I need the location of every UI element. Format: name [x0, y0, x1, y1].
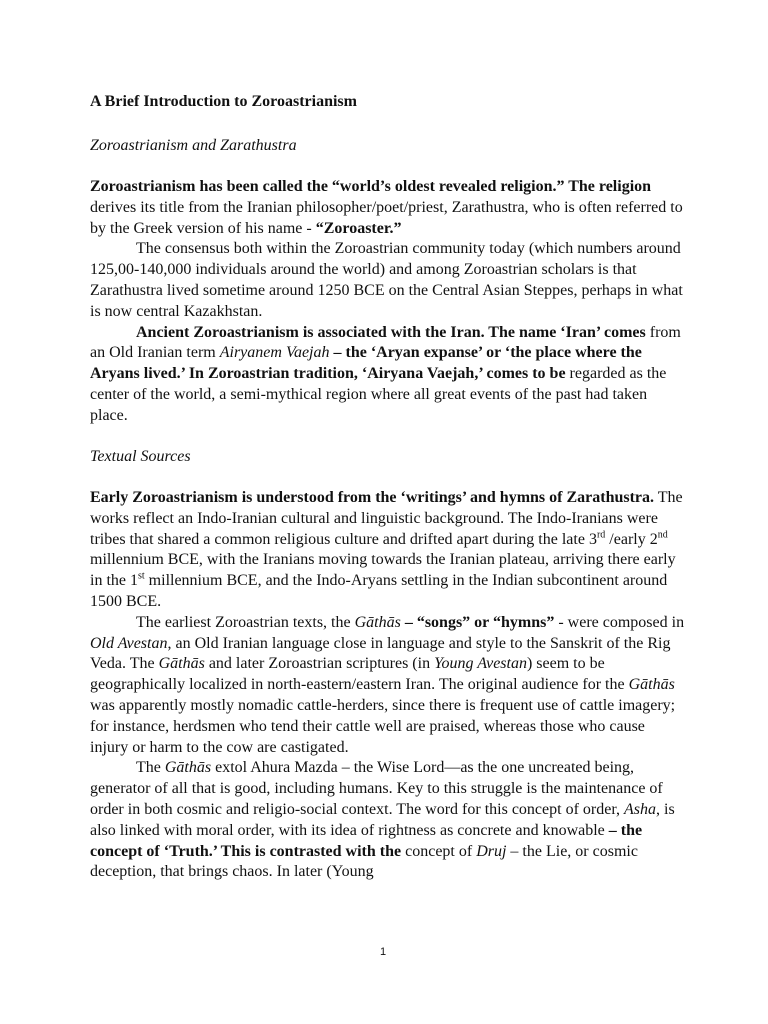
- bold-text: – “songs” or “hymns”: [400, 613, 555, 631]
- paragraph: [90, 177, 686, 239]
- body-text: /early 2: [605, 530, 658, 548]
- body-text: - were composed in: [554, 613, 685, 631]
- italic-text: Gāthās: [164, 759, 212, 777]
- body-text: and later Zoroastrian scriptures (in: [204, 655, 435, 673]
- body-text: , is also linked with moral order, with its idea of rightness as concrete and knowable: [90, 800, 675, 839]
- section-heading-zarathustra: Zoroastrianism and Zarathustra: [90, 137, 297, 154]
- bold-text: Ancient Zoroastrianism is associated with the Iran. The name ‘Iran’ comes: [136, 323, 646, 341]
- bold-text: Zoroastrianism has been called the “world’s oldest revealed religion.” The religion: [90, 178, 652, 195]
- document-title: A Brief Introduction to Zoroastrianism: [90, 93, 357, 110]
- paragraph: [90, 758, 686, 883]
- superscript: st: [138, 570, 145, 582]
- superscript: nd: [657, 529, 668, 541]
- italic-text: Airyanem Vaejah: [219, 344, 330, 362]
- section2-paragraphs: [90, 488, 686, 883]
- paragraph: [90, 488, 686, 613]
- italic-text: Young Avestan: [434, 655, 527, 673]
- body-text: concept of: [401, 842, 477, 860]
- italic-text: Asha: [624, 800, 657, 818]
- paragraph: [90, 323, 686, 427]
- superscript: rd: [596, 529, 606, 541]
- bold-text: – the ‘Aryan expanse’ or ‘the place where the Aryans lived.’ In Zoroastrian tradition, ‘Airyana Vaejah,’ comes to be: [90, 344, 642, 383]
- body-text: millennium BCE, and the Indo-Aryans settling in the Indian subcontinent around 1500 BCE.: [90, 572, 668, 610]
- bold-text: – the concept of ‘Truth.’ This is contrasted with the: [90, 821, 643, 860]
- italic-text: Old Avestan: [90, 634, 168, 652]
- body-text: derives its title from the Iranian philosopher/poet/priest, Zarathustra, who is often referred to by the Greek version of his name -: [90, 198, 683, 237]
- page-number: 1: [380, 946, 387, 958]
- body-text: millennium BCE, with the Iranians moving towards the Iranian plateau, arriving there early in the 1: [90, 551, 676, 590]
- paragraph: The consensus both within the Zoroastrian community today (which numbers around 125,00-140,000 individuals around the world) and among Zoroastrian scholars is that Zarathustra lived sometime around 1250 BCE on the Central Asian Steppes, perhaps in what is now central Kazakhstan.: [90, 240, 683, 320]
- bold-text: “Zoroaster.”: [315, 219, 402, 237]
- body-text: The works reflect an Indo-Iranian cultural and linguistic background. The Indo-Iranians were tribes that shared a common religious culture and drifted apart during the late 3: [90, 489, 683, 548]
- body-text: The earliest Zoroastrian texts, the: [136, 613, 355, 631]
- body-text: – the Lie, or cosmic deception, that brings chaos. In later (Young: [90, 842, 638, 881]
- body-text: was apparently mostly nomadic cattle-herders, since there is frequent use of cattle imagery; for instance, herdsmen who tend their cattle well are praised, whereas those who cause injury or harm to the cow are castigated.: [90, 696, 676, 756]
- body-text: The: [136, 759, 165, 777]
- section1-paragraphs: [90, 177, 686, 427]
- body-text: , an Old Iranian language close in language and style to the Sanskrit of the Rig Veda. The: [90, 634, 671, 673]
- body-text: ) seem to be geographically localized in north-eastern/eastern Iran. The original audience for the: [90, 655, 629, 694]
- italic-text: Gāthās: [158, 655, 205, 673]
- paragraph: [90, 613, 686, 759]
- italic-text: Gāthās: [628, 676, 675, 694]
- italic-text: Druj: [476, 842, 507, 860]
- body-text: extol Ahura Mazda – the Wise Lord—as the one uncreated being, generator of all that is good, including humans. Key to this struggle is the maintenance of order in both cosmic and religio-social context. The word for this concept of order,: [90, 759, 663, 818]
- body-text: from an Old Iranian term: [90, 323, 681, 362]
- italic-text: Gāthās: [354, 613, 401, 631]
- section-heading-textual-sources: Textual Sources: [90, 448, 191, 465]
- body-text: regarded as the center of the world, a semi-mythical region where all great events of the past had taken place.: [90, 365, 667, 424]
- bold-text: Early Zoroastrianism is understood from the ‘writings’ and hymns of Zarathustra.: [90, 489, 655, 506]
